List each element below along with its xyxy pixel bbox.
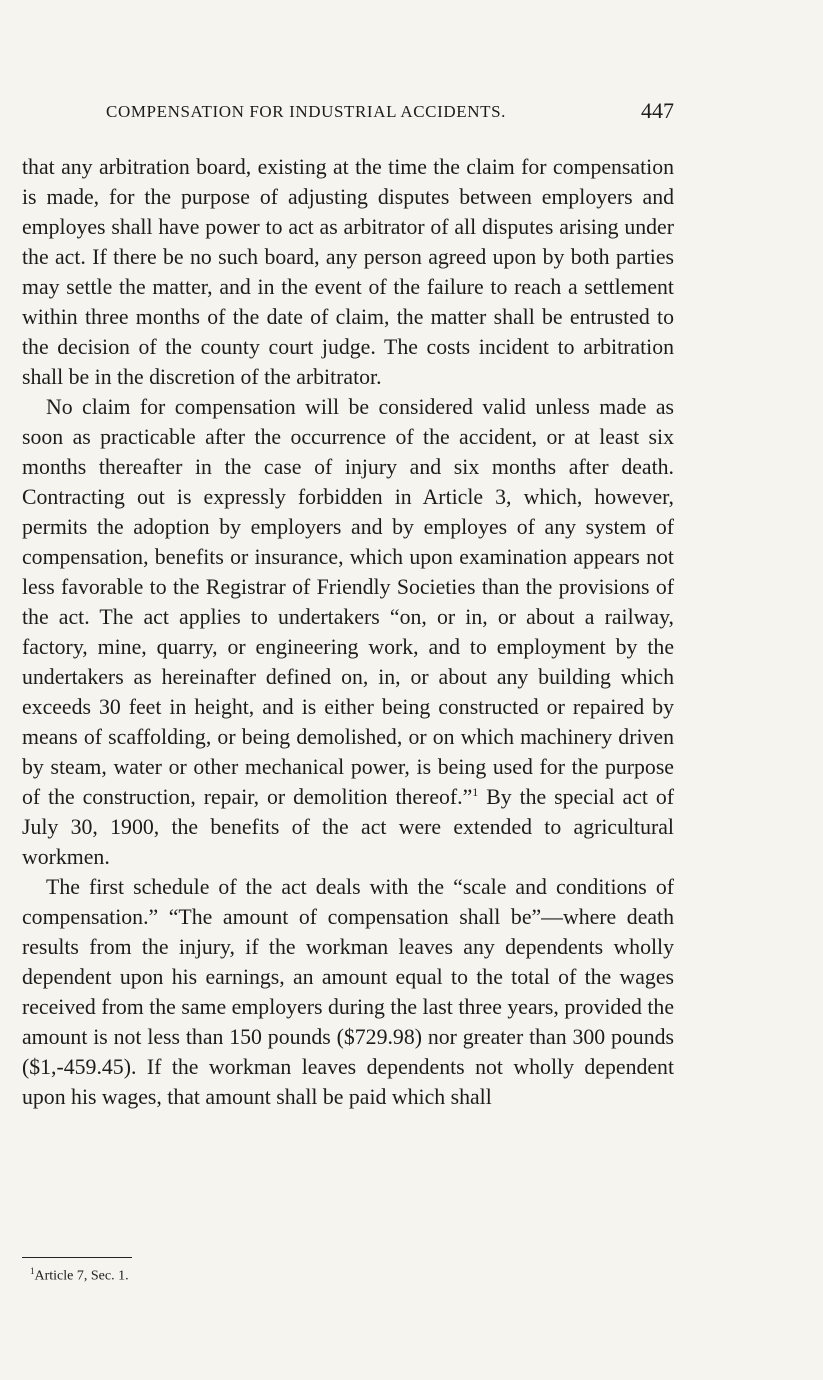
footnote-divider xyxy=(22,1257,132,1258)
paragraph-arbitration: that any arbitration board, existing at the time the claim for compensation is made, for the purpose of adjusting disputes between employers and employes shall have power to act as arbitrator of all disputes arising under the act. If there be no such board, any person agreed upon by both parties may settle the matter, and in the event of the failure to reach a settlement within three months of the date of claim, the matter shall be entrusted to the decision of the county court judge. The costs incident to arbitration shall be in the discretion of the arbitrator. xyxy=(22,155,674,389)
paragraph-claims-and-scope xyxy=(22,392,674,872)
body-text xyxy=(22,152,674,1112)
footnote-text: Article 7, Sec. 1. xyxy=(34,1268,129,1284)
page-number: 447 xyxy=(641,98,674,123)
footnote xyxy=(30,1266,129,1285)
claim-sentence: No claim for compensation will be considered valid unless made as soon as practicable after the occurrence of the accident, or at least six months thereafter in the case of injury and six months after death. xyxy=(22,395,674,479)
paragraph-first-schedule: The first schedule of the act deals with the “scale and conditions of compensation.” “The amount of compensation shall be”—where death results from the injury, if the workman leaves any dependents wholly dependent upon his earnings, an amount equal to the total of the wages received from the same employers during the last three years, provided the amount is not less than 150 pounds ($729.98) nor greater than 300 pounds ($1,-459.45). If the workman leaves dependents not wholly dependent upon his wages, that amount shall be paid which shall xyxy=(22,875,674,1109)
footnote-reference: 1 xyxy=(472,785,479,799)
footnote-marker: 1 xyxy=(30,1266,35,1276)
agricultural-sentence: By the special act of July 30, 1900, the benefits of the act were extended to agricultural workmen. xyxy=(22,785,675,869)
running-title: COMPENSATION FOR INDUSTRIAL ACCIDENTS. xyxy=(106,102,506,121)
contracting-out-sentence: Contracting out is expressly forbidden in Article 3, which, however, permits the adoption by employers and by employes of any system of compensation, benefits or insurance, which upon examination appears not less favorable to the Registrar of Friendly Societies than the provisions of the act. The act applies to undertakers “on, or in, or about a railway, factory, mine, quarry, or engineering work, and to employment by the undertakers as hereinafter defined on, in, or about any building which exceeds 30 feet in height, and is either being constructed or repaired by means of scaffolding, or being demolished, or on which machinery driven by steam, water or other mechanical power, is being used for the purpose of the construction, repair, or demolition thereof.” xyxy=(22,485,674,809)
page-header xyxy=(22,98,674,128)
